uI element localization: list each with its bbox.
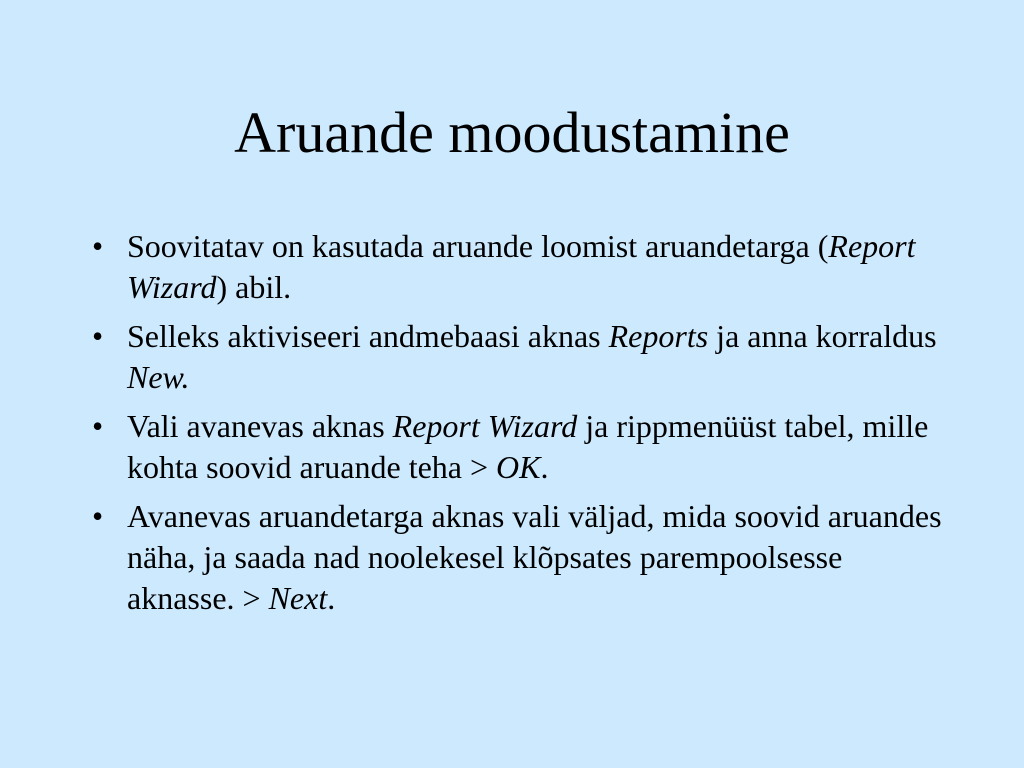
bullet-text-italic: Report Wizard <box>392 408 578 444</box>
bullet-text-italic: OK <box>496 449 541 485</box>
bullet-text-part: ) abil. <box>216 269 292 305</box>
bullet-text-part: Vali avanevas aknas <box>127 408 393 444</box>
bullet-text <box>127 498 942 616</box>
bullet-item <box>92 316 952 398</box>
bullet-dot-icon: • <box>92 498 104 534</box>
bullet-text-part: ja anna korraldus <box>708 318 937 354</box>
bullet-dot-icon: • <box>92 318 104 354</box>
slide-title: Aruande moodustamine <box>234 100 790 165</box>
bullet-text-italic: Reports <box>608 318 709 354</box>
bullet-text-italic: Report Wizard <box>127 228 916 305</box>
bullet-item <box>92 406 952 488</box>
bullet-text-part: Selleks aktiviseeri andmebaasi aknas <box>127 318 609 354</box>
bullet-text <box>127 228 916 305</box>
bullet-text-italic: Next <box>268 580 328 616</box>
bullet-dot-icon: • <box>92 228 104 264</box>
bullet-text-part: . <box>327 580 336 616</box>
bullet-text <box>127 408 928 485</box>
bullet-list <box>92 226 952 627</box>
bullet-text-part: Soovitatav on kasutada aruande loomist aruandetarga ( <box>127 228 829 264</box>
bullet-text-italic: New. <box>127 359 190 395</box>
bullet-item <box>92 226 952 308</box>
bullet-text-part: . <box>540 449 549 485</box>
bullet-dot-icon: • <box>92 408 104 444</box>
bullet-text <box>127 318 937 395</box>
bullet-text-part: Avanevas aruandetarga aknas vali väljad, mida soovid aruandes näha, ja saada nad noolekesel klõpsates parempoolsesse aknasse. > <box>127 498 942 616</box>
bullet-text-part: ja rippmenüüst tabel, mille kohta soovid aruande teha > <box>127 408 929 485</box>
bullet-item <box>92 496 952 619</box>
